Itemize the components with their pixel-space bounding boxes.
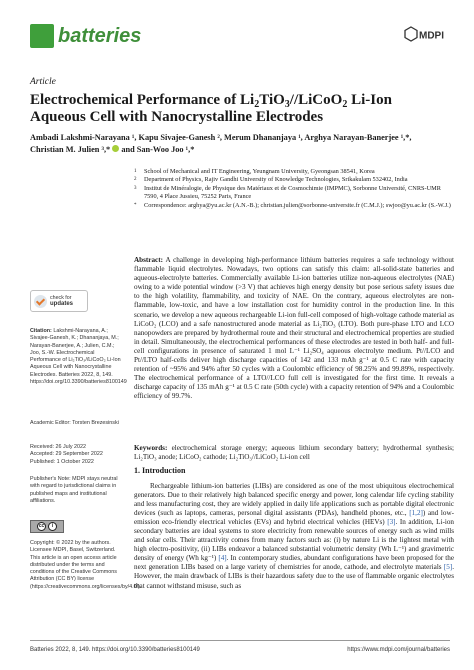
received-date: Received: 26 July 2022 (30, 444, 87, 450)
abstract-label: Abstract: (134, 256, 163, 264)
abstract (134, 256, 454, 402)
keywords-label: Keywords: (134, 444, 168, 452)
affiliation-item: 2 Department of Physics, Rajiv Gandhi University of Knowledge Technologies, Srikakulam 532402, India (134, 176, 408, 184)
article-type: Article (30, 77, 56, 87)
footer-journal-link[interactable]: https://www.mdpi.com/journal/batteries (347, 647, 450, 653)
affiliation-item: 1 School of Mechanical and IT Engineering, Yeungnam University, Gyeongsan 38541, Korea (134, 168, 375, 175)
publication-dates (30, 444, 124, 466)
citation-link[interactable]: [5] (443, 563, 453, 572)
check-icon (34, 295, 47, 308)
citation-link[interactable]: [3] (387, 518, 396, 527)
cc-by-license-icon[interactable]: cc i (30, 520, 64, 533)
correspondence: * Correspondence: arghya@yu.ac.kr (A.N.-B.); christian.julien@sorbonne-universite.fr (C.M.J.); swjoo@yu.ac.kr (S.-W.J.) (134, 201, 451, 209)
published-date: Published: 1 October 2022 (30, 458, 94, 465)
journal-logo-icon (30, 24, 54, 48)
footer-divider (30, 640, 450, 641)
authors-line-1: Ambadi Lakshmi-Narayana ¹, Kapu Sivajee-Ganesh ², Merum Dhananjaya ¹, Arghya Narayan-Banerjee ¹,*, (30, 133, 412, 142)
introduction-paragraph: Rechargeable lithium-ion batteries (LIBs) are considered as one of the most ubiquitous electrochemical generators. Due to their relatively high balanced specific energy and power, long calendar life cycling stability and less manufacturing cost, they are widely applied in daily life applications such as portable digital electronic devices (such as laptops, cameras, personal digital assistants (PDAs), handheld phones, etc., [1,2]) and low-emission eco-friendly electrical vehicles (EVs) and hybrid electrical vehicles (HEVs) [3]. In addition, Li-ion secondary batteries are ideal systems to store electricity from renewable sources of energy such as wind mills and solar cells. Their attractivity comes from many factors such as: (i) by nature Li is the lightest metal with high electro-positivity, (ii) LIBs endeavor a balanced substantial volumetric density (Wh L⁻¹) and gravimetric density of energy (Wh kg⁻¹) [4]. In contemporary studies, abundant configurations have been proposed for the next generation LIBs based on a large variety of chemistries for anode, cathode, and electrolyte materials [5]. However, the main drawback of LIBs is their hazardous safety due to the use of flammable organic electrolytes that cannot withstand misuse, such as (134, 482, 454, 590)
keywords (134, 444, 454, 462)
keywords-text: electrochemical storage energy; aqueous lithium secondary battery; hydrothermal synthesis; Li₂TiO₃ anode; LiCoO₂ cathode; Li₂TiO₃//LiCoO₂ Li-ion cell (134, 444, 454, 462)
academic-editor: Academic Editor: Torsten Brezesinski (30, 420, 119, 426)
mdpi-logo[interactable] (404, 26, 446, 44)
authors-line-3: and San-Woo Joo ¹,* (119, 145, 195, 154)
citation-link[interactable]: [4] (218, 554, 227, 563)
copyright-notice: Copyright: © 2022 by the authors. Licensee MDPI, Basel, Switzerland. This article is an open access article distributed under the terms and conditions of the Creative Commons Attribution (CC BY) license (https://creativecommons.org/licenses/by/4.0/). (30, 540, 142, 590)
section-heading-introduction: 1. Introduction (134, 466, 186, 475)
citation-block: Citation: Lakshmi-Narayana, A.; Sivajee-Ganesh, K.; Dhananjaya, M.; Narayan-Banerjee, A.; Julien, C.M.; Joo, S.-W. Electrochemical Performance of Li₂TiO₃//LiCoO₂ Li-Ion Aqueous Cell with Nanocrystalline Electrodes. Batteries 2022, 8, 149. https://doi.org/10.3390/batteries8100149 (30, 328, 127, 386)
affiliations (134, 168, 454, 210)
author-list (30, 132, 450, 156)
article-title: Electrochemical Performance of $Li_2TiO_3//LiCoO_2$ Li-Ion Aqueous Cell with Nanocrystalline Electrodes (30, 92, 392, 125)
journal-name[interactable]: batteries (58, 25, 142, 47)
authors-line-2: Christian M. Julien ³,* (30, 145, 111, 154)
mdpi-logo-text: MDPI (419, 30, 444, 42)
footer-citation: Batteries 2022, 8, 149. https://doi.org/10.3390/batteries8100149 (30, 647, 200, 653)
affiliation-item: 3 Institut de Minéralogie, de Physique des Matériaux et de Cosmochimie (IMPMC), Sorbonne Université, CNRS-UMR 7590, 4 Place Jussieu, 75252 Paris, France (134, 184, 441, 201)
check-for-updates-button[interactable]: check for updates (30, 290, 88, 312)
publisher-note: Publisher's Note: MDPI stays neutral with regard to jurisdictional claims in published maps and institutional affiliations. (30, 476, 118, 504)
accepted-date: Accepted: 29 September 2022 (30, 451, 103, 458)
citation-link[interactable]: [1,2] (409, 509, 423, 518)
abstract-text: A challenge in developing high-performance lithium batteries requires a safe technology without flammable liquid electrolytes. Nowadays, two options can satisfy this claim: all-solid-state batteries and aqueous-electrolyte batteries. Commercially available Li-ion batteries utilize non-aqueous electrolytes (NAE) owing to a wide potential window (>3 V) that achieves high energy density but pose serious safety issues due to the high volatility, flammability, and toxicity of NAE. On the contrary, aqueous electrolytes are non-flammable, low-toxic, and have a low installation cost for humidity control in the production line. In this scenario, we develop a new aqueous rechargeable Li-ion full-cell composed of high-voltage cathode material as LiCoO₂ (LCO) and a safe nanostructured anode material as Li₂TiO₃ (LTO). Both pure-phase LTO and LCO nanopowders are prepared by hydrothermal route and their structural and electrochemical properties are studied in detail. Simultaneously, the electrochemical performances of these electrodes are tested in both half- and full-cell configurations in presence of saturated 1 mol L⁻¹ Li₂SO₄ aqueous electrolyte medium. Pt//LCO and Pt//LTO half-cells deliver high discharge capacities of 142 and 133 mAh g⁻¹ at 0.5 C rate with capacity retention of ~95% and 94% after 50 cycles with a Coulombic efficiency of 98.25% and 99.89%, respectively. The electrochemical performance of a LTO//LCO full cell is investigated for the first time. It reveals a discharge capacity of 135 mAh g⁻¹ at 0.5 C rate (50th cycle) with a capacity retention of 94% and a Coulombic efficiency of 99.7%. (134, 256, 454, 401)
